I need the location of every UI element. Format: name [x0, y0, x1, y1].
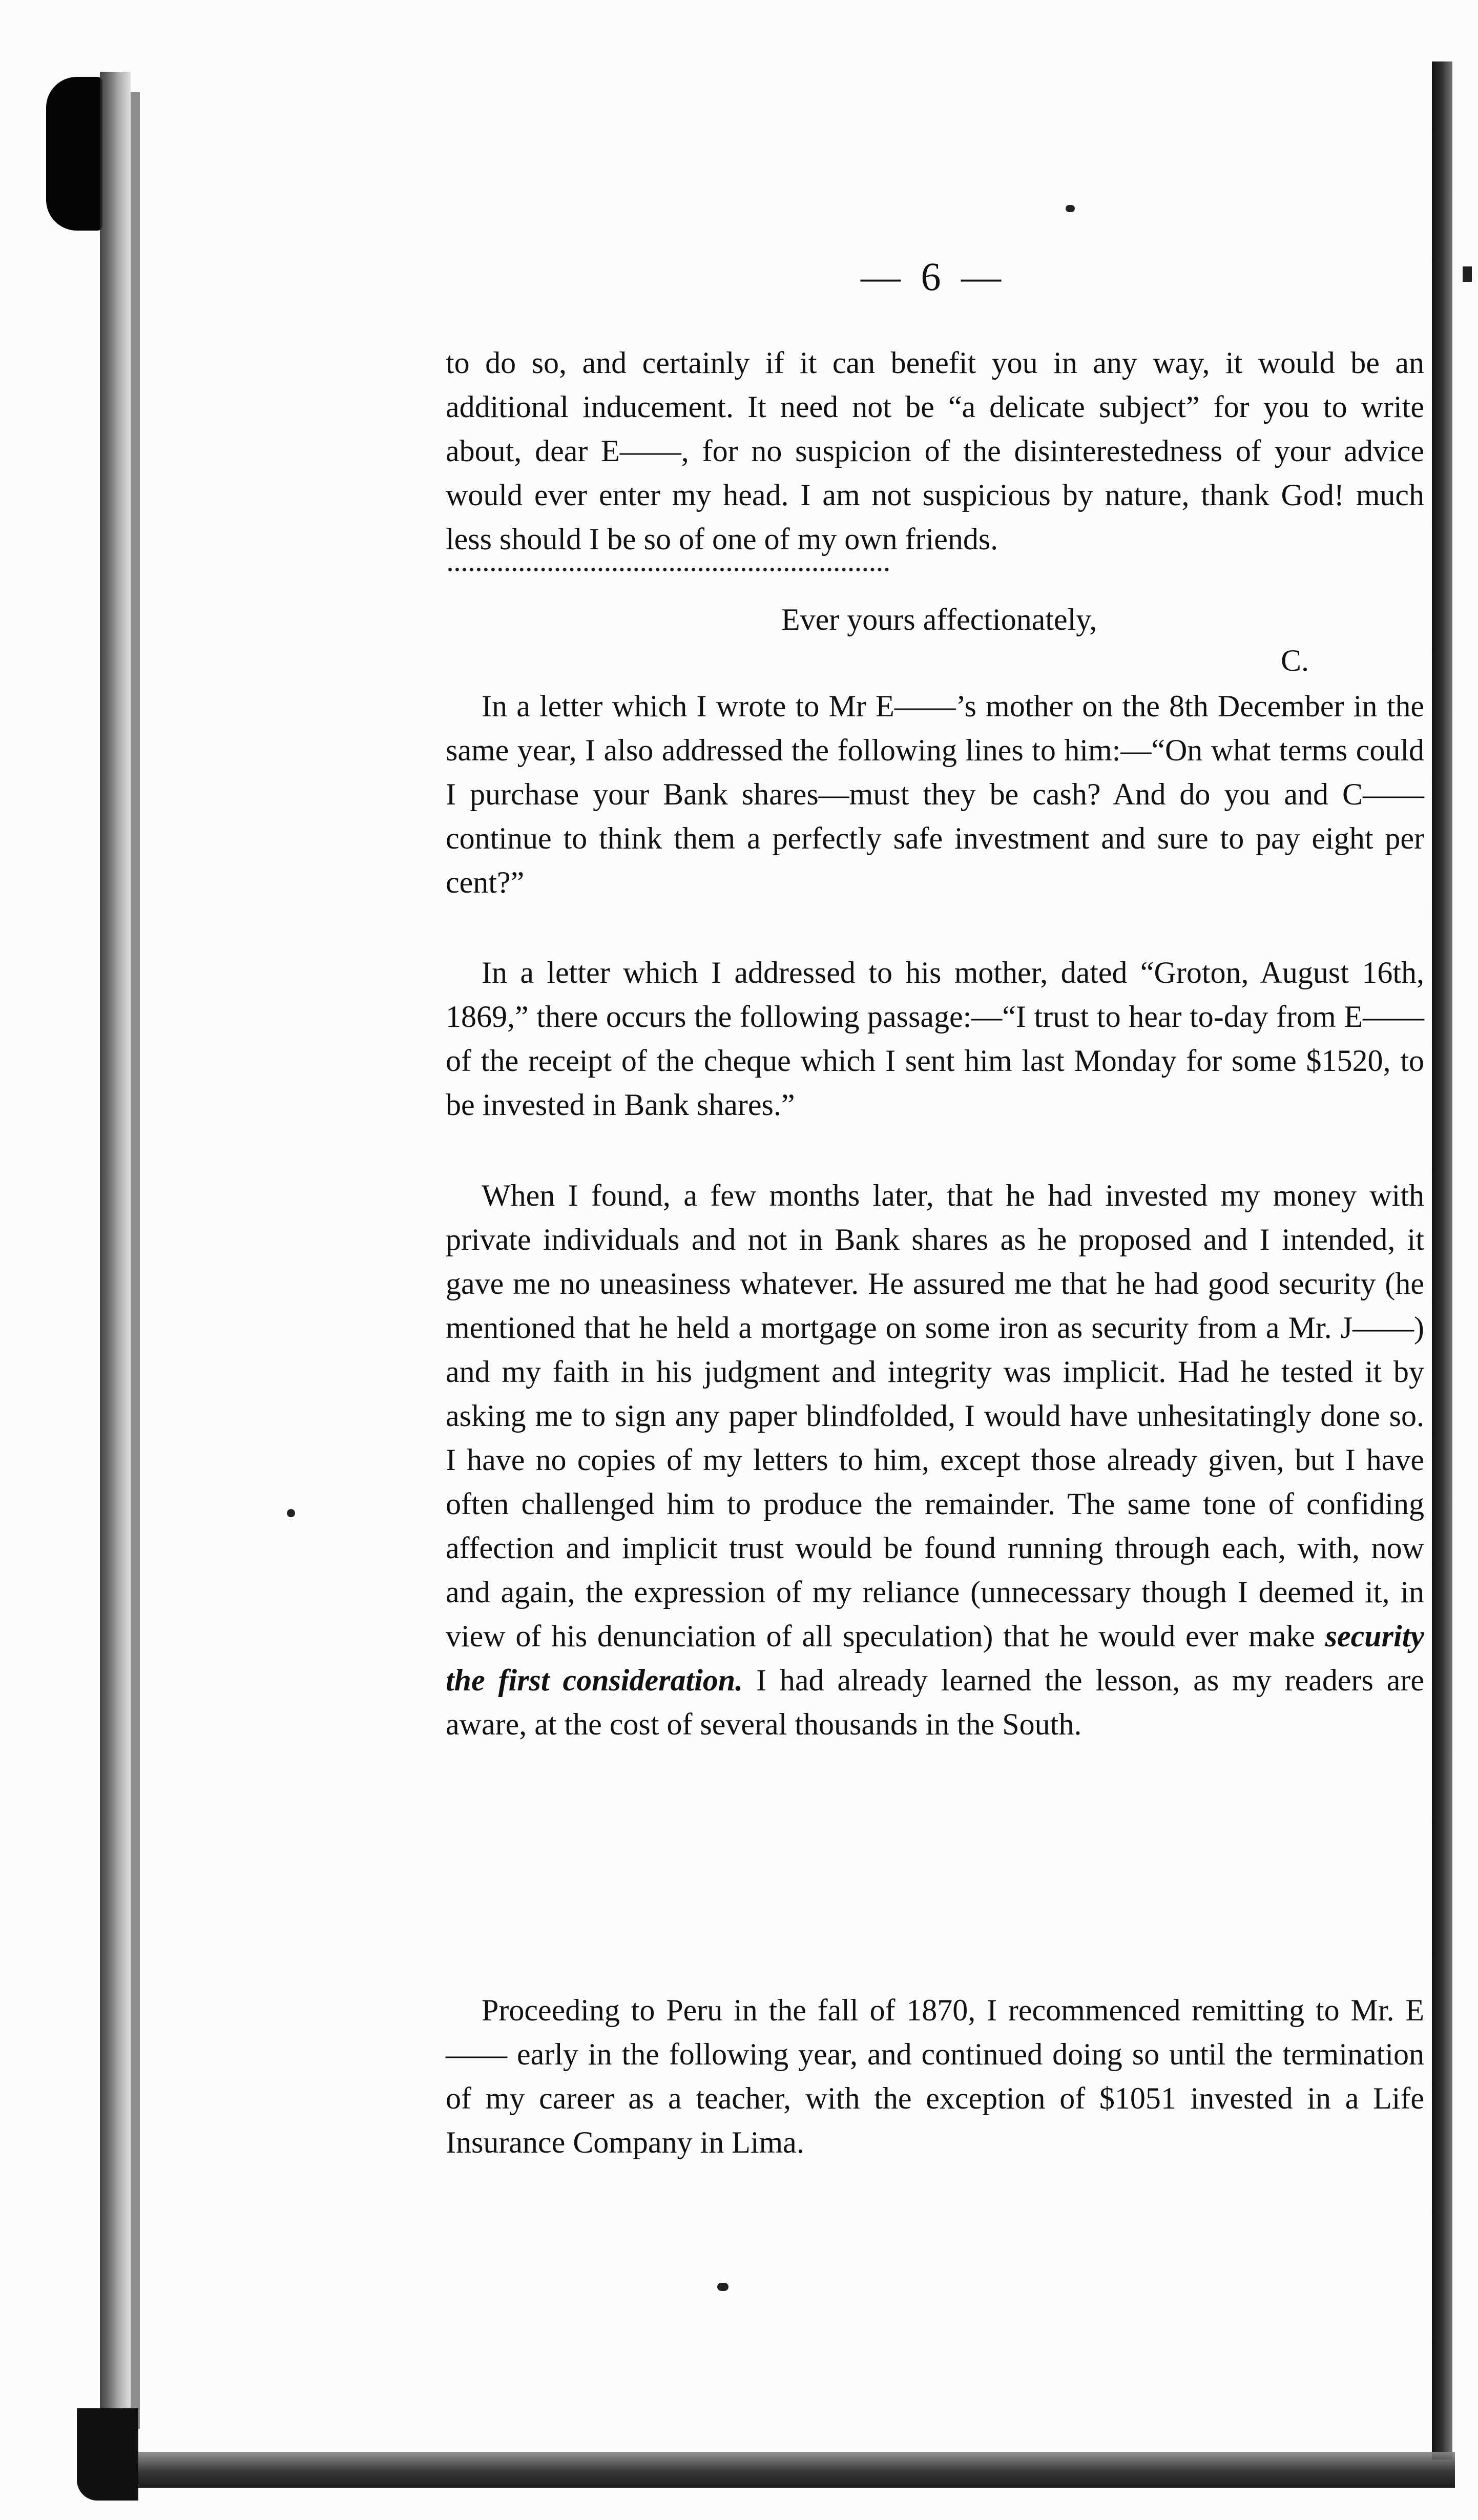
- paragraph: [446, 1988, 1424, 2164]
- scan-speck: [717, 2283, 728, 2291]
- letter-continuation-text: to do so, and certainly if it can benefit you in any way, it would be an additional inducement. It need not be “a delicate subject” for you to write about, dear E——, for no suspicion of the disinterestedness of your advice would ever enter my head. I am not suspicious by nature, thank God! much less should I be so of one of my own friends.: [446, 346, 1424, 556]
- scan-shadow-left-edge: [100, 72, 131, 2439]
- paragraph-text: Proceeding to Peru in the fall of 1870, I recommenced remitting to Mr. E—— early in the following year, and continued doing so until the termination of my career as a teacher, with the exception of $1051 invested in a Life Insurance Company in Lima.: [446, 1993, 1424, 2159]
- letter-closing: Ever yours affectionately,: [781, 603, 1097, 636]
- paragraph: [446, 684, 1424, 904]
- scan-shadow-corner: [77, 2408, 138, 2501]
- paragraph-text: [446, 1173, 1424, 1746]
- dotted-rule: [448, 568, 889, 571]
- letter-signature: C.: [1281, 644, 1309, 677]
- scan-binding-line: [131, 92, 140, 2429]
- paragraph-text: In a letter which I addressed to his mother, dated “Groton, August 16th, 1869,” there occurs the following passage:—“I trust to hear to-day from E—— of the receipt of the cheque which I sent him last Monday for some $1520, to be invested in Bank shares.”: [446, 956, 1424, 1122]
- scan-shadow-left-blob: [46, 77, 102, 231]
- scan-speck: [287, 1509, 295, 1517]
- scan-shadow-right-edge: [1432, 61, 1452, 2460]
- paragraph-text-part: When I found, a few months later, that he had invested my money with private individuals and not in Bank shares as he proposed and I intended, it gave me no uneasiness whatever. He assured me that he had good security (he mentioned that he held a mortgage on some iron as security from a Mr. J——) and my faith in his judgment and integrity was implicit. Had he tested it by asking me to sign any paper blindfolded, I would have unhesitatingly done so. I have no copies of my letters to him, except those already given, but I have often challenged him to produce the remainder. The same tone of confiding affection and implicit trust would be found running through each, with, now and again, the expression of my reliance (unnecessary though I deemed it, in view of his denunciation of all speculation) that he would ever make: [446, 1179, 1424, 1653]
- letter-continuation: [446, 341, 1424, 561]
- emphasized-phrase: security the first consideration.: [446, 1619, 1424, 1697]
- paragraph-text-part: I had already learned the lesson, as my readers are aware, at the cost of several thousands in the South.: [446, 1663, 1424, 1741]
- scan-speck: [1463, 266, 1472, 282]
- paragraph: [446, 951, 1424, 1127]
- scan-speck: [1066, 205, 1075, 212]
- paragraph-text: In a letter which I wrote to Mr E——’s mother on the 8th December in the same year, I also addressed the following lines to him:—“On what terms could I purchase your Bank shares—must they be cash? And do you and C—— continue to think them a perfectly safe investment and sure to pay eight per cent?”: [446, 689, 1424, 899]
- paragraph: [446, 1173, 1424, 1746]
- scan-shadow-bottom-edge: [102, 2452, 1455, 2488]
- page-number: — 6 —: [861, 254, 1006, 299]
